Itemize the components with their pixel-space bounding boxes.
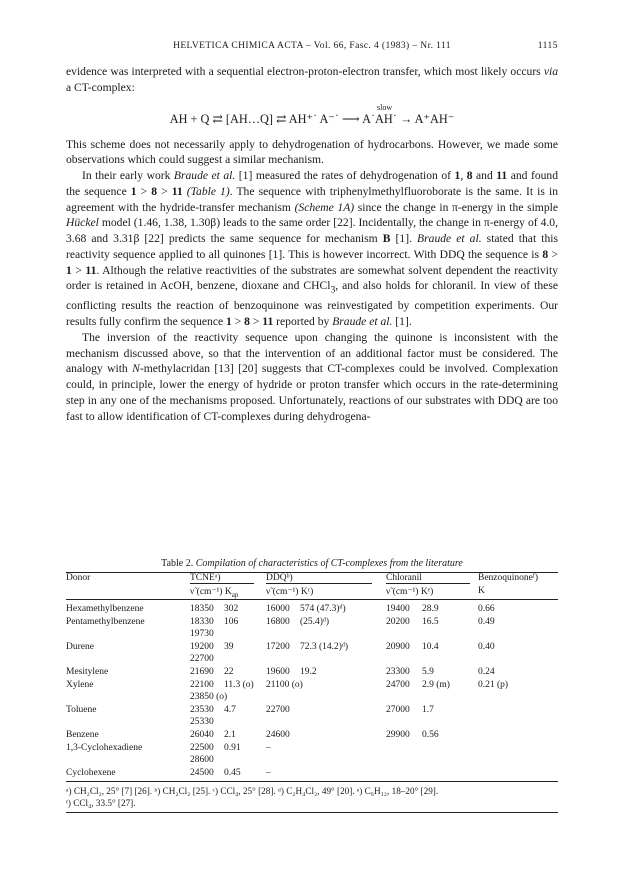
table-row	[66, 704, 558, 717]
table-cell: 2.1	[224, 729, 236, 740]
table-cell: Cyclohexene	[66, 767, 116, 778]
table-cell: 0.45	[224, 767, 241, 778]
table-cell	[224, 716, 266, 729]
col-benzoquinone: Benzoquinoneᶠ)	[478, 573, 539, 583]
table-cell	[224, 653, 266, 666]
equation-slow-label: slow	[377, 102, 393, 112]
paragraph-4: The inversion of the reactivity sequence upon changing the quinone is inconsistent with the mechanism discussed above, so that the intervention of an additional factor must be considered. The analogy with N-methylacridan [13] [20] suggests that CT-complexes could be involved. Complexation could, in principle, lower the energy of hydride or proton transfer which occurs in the rate-determining step in any one of the mechanisms proposed. Unfortunately, reactions of our substrates with DDQ are too fast to allow identification of CT-complexes during dehydrogena-	[66, 330, 559, 423]
table-cell	[478, 628, 558, 641]
table-cell	[422, 767, 478, 780]
table-cell	[422, 691, 478, 704]
page-number: 1115	[537, 41, 558, 51]
table-cell: 1.7	[422, 704, 434, 715]
table-cell	[422, 716, 478, 729]
table-cell: 19400	[386, 604, 410, 614]
table-cell	[300, 729, 386, 742]
table-cell	[478, 653, 558, 666]
table-final-rule	[66, 812, 558, 813]
table-cell: 21100 (o)	[266, 679, 303, 690]
table-cell	[478, 754, 558, 767]
table-cell: 574 (47.3)ᵈ)	[300, 604, 346, 614]
table-cell: 20900	[386, 641, 410, 652]
table-cell	[300, 679, 386, 692]
table-cell: 4.7	[224, 704, 236, 715]
table-cell	[386, 767, 422, 780]
table-cell: –	[266, 767, 271, 778]
table-cell	[224, 628, 266, 641]
table-cell	[478, 742, 558, 755]
table-cell: 24600	[266, 729, 290, 740]
table-row	[66, 653, 558, 666]
table-cell	[386, 742, 422, 755]
table-cell: 23300	[386, 666, 410, 677]
table-cell: 25330	[190, 717, 214, 728]
table-cell	[224, 691, 266, 704]
table-cell: 106	[224, 616, 239, 627]
table-subheader-row	[66, 586, 558, 600]
col-tcne: TCNEᵃ)	[190, 573, 266, 586]
table-cell: 0.91	[224, 742, 241, 753]
table-cell	[266, 716, 300, 729]
table-cell	[266, 691, 300, 704]
col-chloranil: Chloranil	[386, 573, 478, 586]
table-cell	[386, 691, 422, 704]
table-cell	[300, 653, 386, 666]
table-row	[66, 767, 558, 780]
subheader-bq: K	[478, 586, 485, 596]
paragraph-1-via: via	[543, 65, 558, 78]
table-cell	[300, 691, 386, 704]
table-cell: 16000	[266, 604, 290, 614]
table-footnote-1: ᵃ) CH₂Cl₂, 25° [7] [26]. ᵇ) CH₂Cl₂ [25]. ᶜ) CCl₄, 25° [28]. ᵈ) C₂H₄Cl₂, 49° [20]. ᵉ) C₆H₁₂, 18–20° [29].	[66, 786, 439, 797]
table-cell	[224, 754, 266, 767]
table-cell: Durene	[66, 641, 94, 652]
table-cell: 19730	[190, 629, 214, 640]
table-cell: 22700	[266, 704, 290, 715]
table-row	[66, 679, 558, 692]
table-cell: Pentamethylbenzene	[66, 616, 145, 627]
paragraph-2: This scheme does not necessarily apply to dehydrogenation of hydrocarbons. However, we made some observations which could suggest a similar mechanism.	[66, 137, 558, 167]
col-ddq: DDQᵇ)	[266, 573, 386, 586]
col-donor: Donor	[66, 573, 91, 583]
table-row	[66, 742, 558, 755]
table-cell	[266, 653, 300, 666]
table-cell	[478, 729, 558, 742]
table-row	[66, 616, 558, 629]
table-footnote-2: ᶠ) CCl₄, 33.5° [27].	[66, 798, 136, 809]
table-cell: 23850 (o)	[190, 692, 228, 703]
table-row	[66, 691, 558, 704]
table-2	[66, 572, 558, 813]
table-cell	[300, 754, 386, 767]
table-cell	[266, 628, 300, 641]
table-cell: 28600	[190, 755, 214, 766]
table-cell: 0.49	[478, 616, 495, 627]
table-row	[66, 600, 558, 616]
table-cell: 11.3 (o)	[224, 679, 254, 690]
table-cell: 19.2	[300, 666, 317, 677]
table-cell: 302	[224, 604, 239, 614]
table-cell: 10.4	[422, 641, 439, 652]
table-row	[66, 754, 558, 767]
subheader-tcne: ν̃ (cm⁻¹) $K_{ap}$	[190, 587, 239, 599]
table-caption-label: Table 2.	[161, 558, 194, 569]
table-row	[66, 641, 558, 654]
page-header	[66, 41, 558, 55]
table-cell: 5.9	[422, 666, 434, 677]
table-caption	[66, 558, 558, 569]
table-cell	[66, 754, 190, 767]
table-cell: (25.4)ᵈ)	[300, 616, 330, 627]
table-cell: 27000	[386, 704, 410, 715]
table-cell	[478, 767, 558, 780]
article-body	[66, 64, 558, 424]
table-cell: 29900	[386, 729, 410, 740]
table-cell: –	[266, 742, 271, 753]
table-cell: 18330	[190, 616, 214, 627]
table-cell: Xylene	[66, 679, 94, 690]
table-cell	[386, 716, 422, 729]
table-cell	[300, 716, 386, 729]
table-cell: 24700	[386, 679, 410, 690]
table-cell: Toluene	[66, 704, 97, 715]
table-cell: Hexamethylbenzene	[66, 604, 144, 614]
table-cell	[478, 691, 558, 704]
table-cell: 22	[224, 666, 234, 677]
table-row	[66, 666, 558, 679]
table-cell: 0.24	[478, 666, 495, 677]
table-cell	[386, 754, 422, 767]
reaction-equation	[66, 103, 558, 129]
table-cell: 18350	[190, 604, 214, 614]
paragraph-1-end: a CT-complex:	[66, 80, 135, 94]
table-row	[66, 628, 558, 641]
table-cell	[266, 754, 300, 767]
table-cell: 0.21 (p)	[478, 679, 509, 690]
table-cell: 72.3 (14.2)ᵈ)	[300, 641, 349, 652]
table-cell	[300, 704, 386, 717]
table-bottom-rule	[66, 781, 558, 782]
ct-complex-table	[66, 573, 558, 779]
running-head: HELVETICA CHIMICA ACTA – Vol. 66, Fasc. 4 (1983) – Nr. 111	[173, 41, 451, 51]
table-cell: 26040	[190, 729, 214, 740]
table-cell	[66, 653, 190, 666]
table-cell	[386, 653, 422, 666]
table-body	[66, 600, 558, 779]
table-cell	[422, 742, 478, 755]
table-cell: 19200	[190, 641, 214, 652]
table-caption-text: Compilation of characteristics of CT-complexes from the literature	[195, 558, 463, 569]
table-cell: 1,3-Cyclohexadiene	[66, 742, 143, 753]
subheader-chloranil: ν̃ (cm⁻¹) Kᵉ)	[386, 587, 434, 597]
table-cell	[422, 628, 478, 641]
table-cell: 22500	[190, 742, 214, 753]
table-cell	[66, 628, 190, 641]
table-cell: 2.9 (m)	[422, 679, 450, 690]
table-cell: 24500	[190, 767, 214, 778]
table-cell: Mesitylene	[66, 666, 109, 677]
subheader-ddq: ν̃ (cm⁻¹) Kᶜ)	[266, 587, 314, 597]
table-cell	[478, 704, 558, 717]
table-cell	[66, 716, 190, 729]
table-row	[66, 729, 558, 742]
table-cell	[422, 653, 478, 666]
table-cell: 20200	[386, 616, 410, 627]
table-cell: 21690	[190, 666, 214, 677]
table-cell	[478, 716, 558, 729]
table-cell: 0.66	[478, 604, 495, 614]
table-cell	[422, 754, 478, 767]
paragraph-1-text: evidence was interpreted with a sequential electron-proton-electron transfer, which most likely occurs	[66, 65, 544, 78]
table-cell: 23530	[190, 704, 214, 715]
table-cell: 0.40	[478, 641, 495, 652]
table-cell: 16.5	[422, 616, 439, 627]
table-cell	[386, 628, 422, 641]
table-cell: 22700	[190, 654, 214, 665]
table-row	[66, 716, 558, 729]
table-cell: 16800	[266, 616, 290, 627]
table-cell: 0.56	[422, 729, 439, 740]
table-cell	[300, 628, 386, 641]
table-cell: Benzene	[66, 729, 99, 740]
equation-line: AH + Q ⇄ [AH…Q] ⇄ AH⁺˙ A⁻˙ ⟶ A˙AH˙ → A⁺AH⁻	[169, 111, 455, 126]
table-cell	[300, 742, 386, 755]
table-cell: 28.9	[422, 604, 439, 614]
table-cell: 19600	[266, 666, 290, 677]
table-cell: 39	[224, 641, 234, 652]
table-cell: 22100	[190, 679, 214, 690]
table-header-row	[66, 573, 558, 586]
paragraph-1	[66, 64, 558, 96]
table-cell: 17200	[266, 641, 290, 652]
table-cell	[66, 691, 190, 704]
table-cell	[300, 767, 386, 780]
paragraph-3: In their early work Braude et al. [1] measured the rates of dehydrogenation of 1, 8 and 11 and found the sequence 1 > 8 > 11 (Table 1). The sequence with triphenylmethylfluoroborate is the same. It is in agreement with the hydride-transfer mechanism (Scheme 1A) since the change in π-energy in the simple Hückel model (1.46, 1.38, 1.30β) leads to the same order [22]. Incidentally, the change in π-energy of 4.0, 3.68 and 3.31β [22] predicts the same sequence for mechanism B [1]. Braude et al. stated that this reactivity sequence applied to all quinones [1]. This is however incorrect. With DDQ the sequence is 8 > 1 > 11. Although the relative reactivities of the substrates are somewhat solvent dependent the reactivity order is retained in AcOH, benzene, dioxane and CHCl$_3$, and also holds for chloranil. In view of these conflicting results the reaction of benzoquinone was reinvestigated by competition experiments. Our results fully confirm the sequence 1 > 8 > 11 reported by Braude et al. [1].	[66, 169, 559, 329]
